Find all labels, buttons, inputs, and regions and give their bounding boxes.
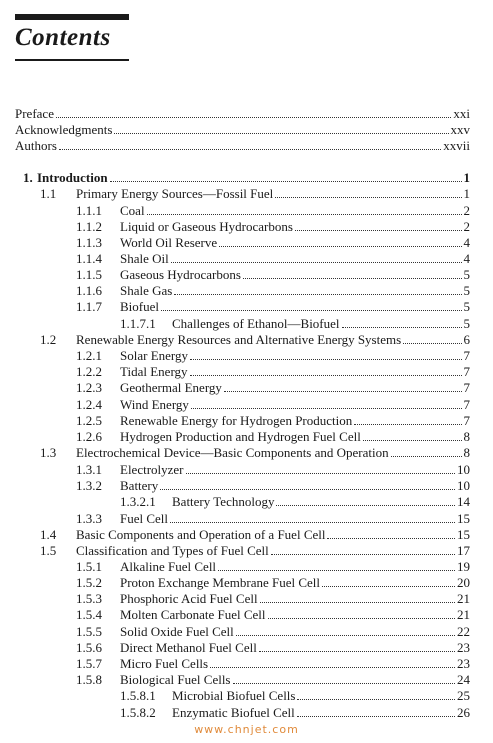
- toc-entry: [76, 299, 470, 315]
- toc-entry: [76, 478, 470, 494]
- dot-leader: [271, 543, 455, 555]
- toc-entry-title: Tidal Energy: [120, 364, 188, 379]
- toc-entry-page: 14: [457, 494, 470, 509]
- dot-leader: [110, 170, 462, 182]
- toc-entry-title: Wind Energy: [120, 397, 189, 412]
- dot-leader: [190, 348, 462, 360]
- toc-entry-number: 1.1.7.1: [120, 316, 156, 331]
- dot-leader: [322, 575, 455, 587]
- toc-entry: [76, 203, 470, 219]
- toc-entry-title: Gaseous Hydrocarbons: [120, 267, 241, 282]
- toc-entry-number: 1.5.2: [76, 575, 102, 590]
- toc-entry: [76, 591, 470, 607]
- toc-entry: [120, 494, 470, 510]
- toc-entry-title: Acknowledgments: [15, 122, 113, 137]
- toc-entry-number: 1.2.4: [76, 397, 102, 412]
- dot-leader: [354, 413, 461, 425]
- toc-entry-page: 15: [457, 527, 470, 542]
- toc-entry: [76, 640, 470, 656]
- dot-leader: [59, 138, 441, 150]
- toc-entry-title: Phosphoric Acid Fuel Cell: [120, 591, 258, 606]
- toc-entry: [76, 607, 470, 623]
- toc-entry: [40, 543, 470, 559]
- dot-leader: [342, 316, 462, 328]
- toc-entry-title: Biofuel: [120, 299, 159, 314]
- toc-entry-title: World Oil Reserve: [120, 235, 218, 250]
- toc-entry-number: 1.2.3: [76, 380, 102, 395]
- toc-entry-number: 1.2.5: [76, 413, 102, 428]
- toc-entry-number: 1.5.7: [76, 656, 102, 671]
- toc-entry-number: 1.5.8: [76, 672, 102, 687]
- dot-leader: [224, 380, 462, 392]
- dot-leader: [56, 106, 451, 118]
- toc-entry: [76, 656, 470, 672]
- toc-entry: [15, 106, 470, 122]
- toc-entry-page: 21: [457, 607, 470, 622]
- toc-entry: [76, 397, 470, 413]
- toc-entry-title: Hydrogen Production and Hydrogen Fuel Cell: [120, 429, 361, 444]
- toc-entry-title: Geothermal Energy: [120, 380, 222, 395]
- dot-leader: [268, 607, 455, 619]
- toc-entry-number: 1.2.2: [76, 364, 102, 379]
- toc-entry-number: 1.1.3: [76, 235, 102, 250]
- toc-entry-title: Proton Exchange Membrane Fuel Cell: [120, 575, 321, 590]
- dot-leader: [160, 478, 455, 490]
- toc-entry-title: Authors: [15, 138, 57, 153]
- toc-entry: [76, 267, 470, 283]
- toc-entry-page: xxi: [453, 106, 470, 121]
- toc-entry: [76, 462, 470, 478]
- toc-entry-title: Direct Methanol Fuel Cell: [120, 640, 257, 655]
- dot-leader: [243, 267, 462, 279]
- toc-entry-page: 20: [457, 575, 470, 590]
- dot-leader: [260, 591, 455, 603]
- toc-entry-number: 1.5.8.2: [120, 705, 156, 720]
- dot-leader: [233, 672, 456, 684]
- toc-entry-number: 1.4: [40, 527, 57, 542]
- toc-entry-title: Alkaline Fuel Cell: [120, 559, 217, 574]
- toc-entry: [76, 624, 470, 640]
- toc-entry-title: Enzymatic Biofuel Cell: [172, 705, 295, 720]
- toc-entry-page: 7: [463, 364, 470, 379]
- dot-leader: [170, 511, 455, 523]
- toc-entry-title: Microbial Biofuel Cells: [172, 688, 296, 703]
- dot-leader: [161, 299, 462, 311]
- toc-entry-title: Preface: [15, 106, 54, 121]
- dot-leader: [218, 559, 455, 571]
- toc-entry-page: 26: [457, 705, 470, 720]
- toc-entry-page: 10: [457, 462, 470, 477]
- toc-entry-title: Coal: [120, 203, 145, 218]
- toc-entry-page: 24: [457, 672, 470, 687]
- dot-leader: [174, 283, 461, 295]
- toc-entry-number: 1.5.1: [76, 559, 102, 574]
- toc-entry-number: 1.5.6: [76, 640, 102, 655]
- toc-entry: [76, 348, 470, 364]
- toc-entry-page: 8: [463, 445, 470, 460]
- toc-entry-number: 1.5.3: [76, 591, 102, 606]
- dot-leader: [190, 364, 462, 376]
- toc-entry-title: Liquid or Gaseous Hydrocarbons: [120, 219, 293, 234]
- toc-entry-page: 17: [457, 543, 470, 558]
- toc-entry-page: 7: [463, 397, 470, 412]
- toc-entry: [40, 527, 470, 543]
- toc-entry: [76, 413, 470, 429]
- toc-entry-page: 8: [463, 429, 470, 444]
- toc-entry-page: 1: [463, 170, 470, 185]
- toc-entry-number: 1.1.6: [76, 283, 102, 298]
- toc-entry: [15, 138, 470, 154]
- toc-entry: [76, 364, 470, 380]
- toc-entry-number: 1.5: [40, 543, 57, 558]
- toc-entry: [120, 688, 470, 704]
- dot-leader: [219, 235, 461, 247]
- toc-entry-title: Shale Oil: [120, 251, 169, 266]
- toc-entry: [40, 186, 470, 202]
- dot-leader: [297, 688, 455, 700]
- toc-entry: [76, 575, 470, 591]
- toc-entry: [76, 219, 470, 235]
- toc-entry-number: 1.3.3: [76, 511, 102, 526]
- toc-entry-number: 1.1.5: [76, 267, 102, 282]
- toc-entry-number: 1.5.4: [76, 607, 102, 622]
- toc-entry-number: 1.2: [40, 332, 57, 347]
- toc-entry-page: 10: [457, 478, 470, 493]
- toc-entry-number: 1.1.2: [76, 219, 102, 234]
- toc-entry-number: 1.1.4: [76, 251, 102, 266]
- watermark: www.chnjet.com: [194, 723, 299, 736]
- toc-entry-title: Molten Carbonate Fuel Cell: [120, 607, 266, 622]
- toc-entry-page: 5: [463, 283, 470, 298]
- dot-leader: [259, 640, 455, 652]
- dot-leader: [171, 251, 462, 263]
- toc-entry-page: 4: [463, 251, 470, 266]
- toc-entry-number: 1.5.5: [76, 624, 102, 639]
- dot-leader: [191, 397, 462, 409]
- dot-leader: [295, 219, 462, 231]
- toc-entry-number: 1.1.7: [76, 299, 102, 314]
- toc-entry-title: Primary Energy Sources—Fossil Fuel: [76, 186, 274, 201]
- dot-leader: [275, 186, 461, 198]
- dot-leader: [276, 494, 455, 506]
- toc-entry: [76, 672, 470, 688]
- toc-entry: [76, 429, 470, 445]
- dot-leader: [186, 462, 455, 474]
- toc-entry-page: 4: [463, 235, 470, 250]
- dot-leader: [297, 705, 455, 717]
- toc-entry-number: 1.1.1: [76, 203, 102, 218]
- toc-entry-title: Micro Fuel Cells: [120, 656, 209, 671]
- toc-entry: [76, 511, 470, 527]
- toc-entry-number: 1.3.2: [76, 478, 102, 493]
- toc-entry-title: Battery Technology: [172, 494, 275, 509]
- toc-entry: [40, 445, 470, 461]
- toc-entry-page: 23: [457, 640, 470, 655]
- toc-entry: [76, 559, 470, 575]
- toc-entry: [76, 235, 470, 251]
- toc-entry-title: Renewable Energy for Hydrogen Production: [120, 413, 353, 428]
- toc-entry-page: xxvii: [443, 138, 470, 153]
- toc-entry-title: Electrochemical Device—Basic Components and Operation: [76, 445, 389, 460]
- toc-entry: [76, 251, 470, 267]
- toc-entry: [15, 122, 470, 138]
- toc-entry-page: 23: [457, 656, 470, 671]
- toc-entry-page: 1: [463, 186, 470, 201]
- toc-entry-title: Challenges of Ethanol—Biofuel: [172, 316, 340, 331]
- toc-entry-page: 19: [457, 559, 470, 574]
- toc-entry-title: Introduction: [37, 170, 108, 185]
- dot-leader: [327, 527, 455, 539]
- toc-entry-title: Electrolyzer: [120, 462, 184, 477]
- toc-entry-page: 5: [463, 299, 470, 314]
- toc-entry-page: 7: [463, 380, 470, 395]
- toc-entry-page: 5: [463, 316, 470, 331]
- dot-leader: [114, 122, 448, 134]
- toc-entry-number: 1.3.2.1: [120, 494, 156, 509]
- toc-entry-page: 7: [463, 413, 470, 428]
- toc-entry-page: 2: [463, 203, 470, 218]
- toc-entry-title: Solar Energy: [120, 348, 188, 363]
- toc-entry-title: Basic Components and Operation of a Fuel Cell: [76, 527, 326, 542]
- toc-entry: [23, 170, 470, 186]
- toc-entry-page: 21: [457, 591, 470, 606]
- toc-entry-page: 7: [463, 348, 470, 363]
- dot-leader: [403, 332, 461, 344]
- toc-entry-number: 1.3: [40, 445, 57, 460]
- toc-entry-number: 1.5.8.1: [120, 688, 156, 703]
- toc-entry: [76, 380, 470, 396]
- page-title: Contents: [15, 24, 111, 51]
- toc-entry-page: 15: [457, 511, 470, 526]
- toc-entry-number: 1.: [23, 170, 33, 185]
- toc-entry-number: 1.3.1: [76, 462, 102, 477]
- toc-entry-title: Shale Gas: [120, 283, 173, 298]
- toc-entry-title: Renewable Energy Resources and Alternative Energy Systems: [76, 332, 402, 347]
- toc-entry-page: 5: [463, 267, 470, 282]
- dot-leader: [363, 429, 462, 441]
- toc-entry-page: 6: [463, 332, 470, 347]
- toc-entry-page: 22: [457, 624, 470, 639]
- toc-entry-title: Battery: [120, 478, 159, 493]
- toc-entry-title: Solid Oxide Fuel Cell: [120, 624, 234, 639]
- toc-entry-title: Classification and Types of Fuel Cell: [76, 543, 269, 558]
- toc-entry-page: xxv: [450, 122, 470, 137]
- toc-entry-number: 1.2.1: [76, 348, 102, 363]
- toc-entry: [120, 705, 470, 721]
- toc-entry-title: Biological Fuel Cells: [120, 672, 231, 687]
- toc-entry: [40, 332, 470, 348]
- toc-entry-page: 2: [463, 219, 470, 234]
- dot-leader: [391, 445, 462, 457]
- toc-entry-number: 1.2.6: [76, 429, 102, 444]
- dot-leader: [147, 203, 462, 215]
- dot-leader: [236, 624, 455, 636]
- dot-leader: [210, 656, 455, 668]
- toc-entry-title: Fuel Cell: [120, 511, 169, 526]
- toc-entry: [120, 316, 470, 332]
- toc-entry-number: 1.1: [40, 186, 57, 201]
- toc-entry-page: 25: [457, 688, 470, 703]
- toc-entry: [76, 283, 470, 299]
